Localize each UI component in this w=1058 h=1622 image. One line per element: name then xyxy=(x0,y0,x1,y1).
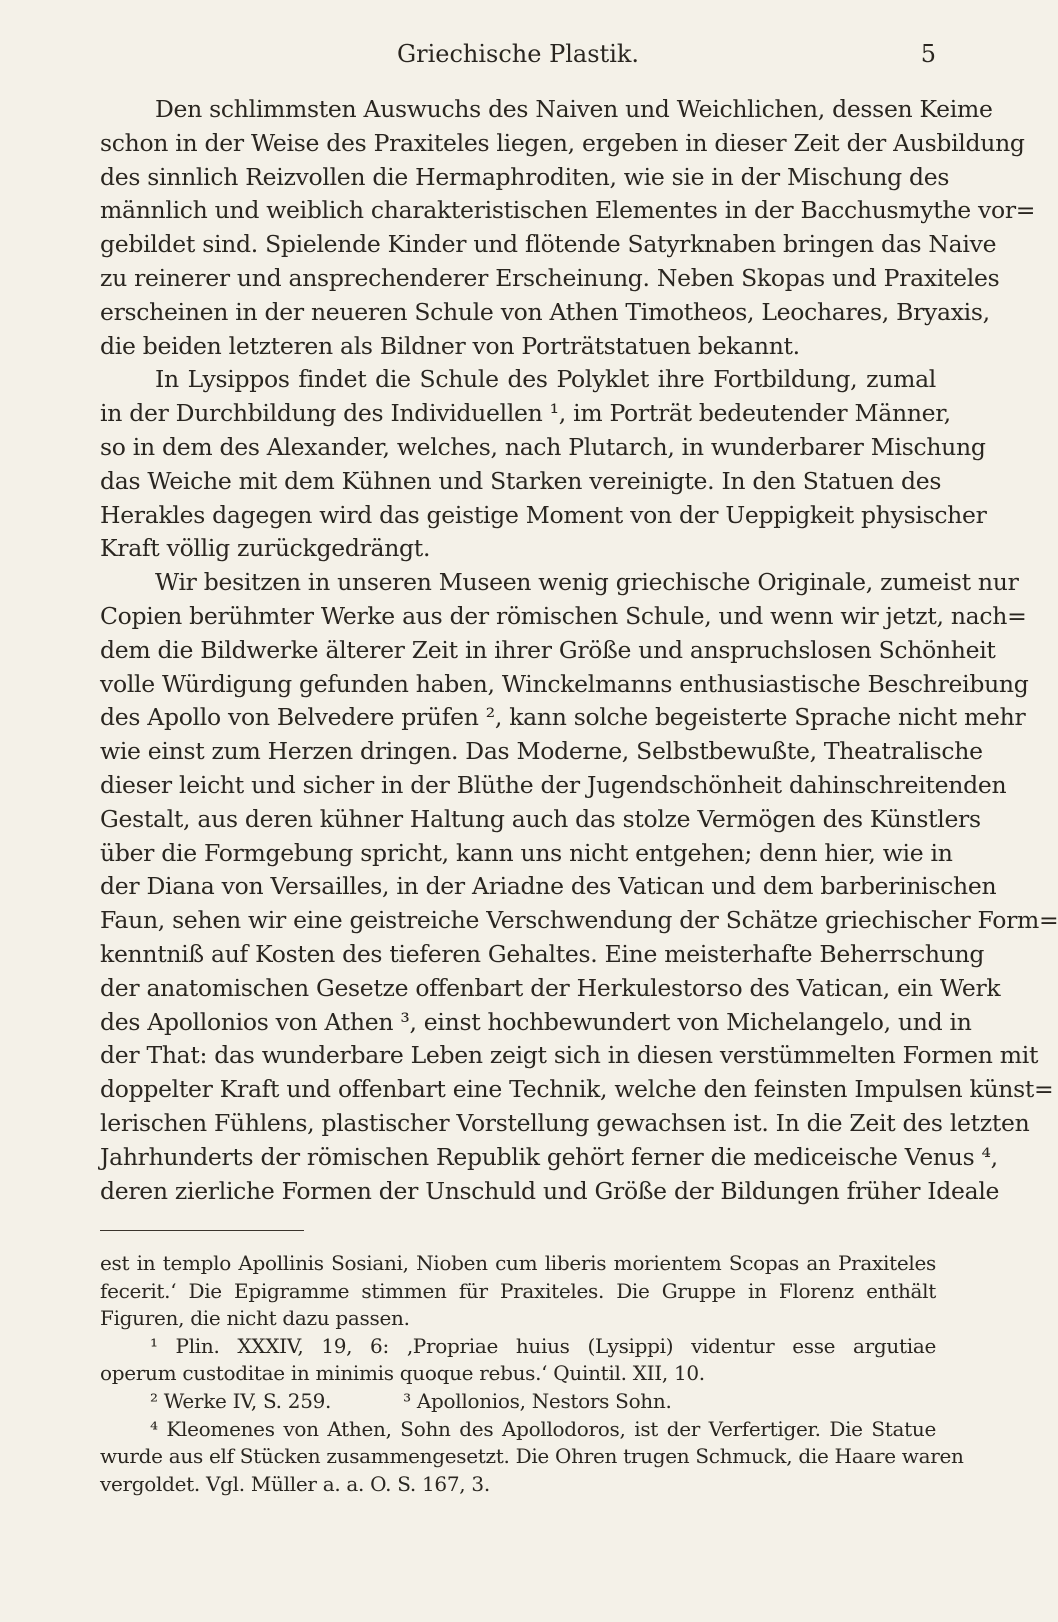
footnote-line-2-3 xyxy=(100,1388,936,1416)
footnote-line: est in templo Apollinis Sosiani, Nioben cum liberis morientem Scopas an Praxiteles xyxy=(100,1251,936,1275)
text-line: Wir besitzen in unseren Museen wenig griechische Originale, zumeist nur xyxy=(155,568,1019,597)
text-line: so in dem des Alexander, welches, nach Plutarch, in wunderbarer Mischung xyxy=(100,432,986,461)
text-line: der That: das wunderbare Leben zeigt sich in diesen verstümmelten Formen mit xyxy=(100,1041,1039,1070)
page-number: 5 xyxy=(920,40,936,68)
footnote-line: Figuren, die nicht dazu passen. xyxy=(100,1306,410,1331)
text-line: in der Durchbildung des Individuellen ¹, im Porträt bedeutender Männer, xyxy=(100,399,951,428)
text-line: doppelter Kraft und offenbart eine Technik, welche den feinsten Impulsen künst= xyxy=(100,1075,1054,1104)
footnotes xyxy=(100,1250,964,1498)
text-line: dieser leicht und sicher in der Blüthe der Jugendschönheit dahinschreitenden xyxy=(100,770,1007,799)
text-line: Kraft völlig zurückgedrängt. xyxy=(100,534,431,563)
text-line: dem die Bildwerke älterer Zeit in ihrer Größe und anspruchslosen Schönheit xyxy=(100,635,996,664)
text-line: deren zierliche Formen der Unschuld und Größe der Bildungen früher Ideale xyxy=(100,1176,1000,1205)
text-line: wie einst zum Herzen dringen. Das Moderne, Selbstbewußte, Theatralische xyxy=(100,737,983,766)
text-line: Herakles dagegen wird das geistige Moment von der Ueppigkeit physischer xyxy=(100,500,987,529)
footnote-rule xyxy=(100,1230,304,1231)
footnote-2: ² Werke IV, S. 259. xyxy=(150,1388,332,1413)
footnote-line: vergoldet. Vgl. Müller a. a. O. S. 167, 3. xyxy=(100,1471,490,1496)
running-header xyxy=(100,40,936,80)
text-line: zu reinerer und ansprechenderer Erscheinung. Neben Skopas und Praxiteles xyxy=(100,263,1000,292)
main-text xyxy=(100,93,1058,1208)
text-line: das Weiche mit dem Kühnen und Starken vereinigte. In den Statuen des xyxy=(100,466,942,495)
text-line: Den schlimmsten Auswuchs des Naiven und Weichlichen, dessen Keime xyxy=(155,95,993,123)
text-line: gebildet sind. Spielende Kinder und flötende Satyrknaben bringen das Naive xyxy=(100,230,997,259)
text-line: Gestalt, aus deren kühner Haltung auch das stolze Vermögen des Künstlers xyxy=(100,804,981,833)
running-title: Griechische Plastik. xyxy=(396,40,640,68)
text-line: Copien berühmter Werke aus der römischen Schule, und wenn wir jetzt, nach= xyxy=(100,601,1027,630)
text-line: schon in der Weise des Praxiteles liegen, ergeben in dieser Zeit der Ausbildung xyxy=(100,128,1025,157)
text-line: der Diana von Versailles, in der Ariadne des Vatican und dem barberinischen xyxy=(100,872,997,901)
text-line: die beiden letzteren als Bildner von Porträtstatuen bekannt. xyxy=(100,331,800,360)
text-line: männlich und weiblich charakteristischen Elementes in der Bacchusmythe vor= xyxy=(100,196,1036,225)
text-line: erscheinen in der neueren Schule von Athen Timotheos, Leochares, Bryaxis, xyxy=(100,297,990,326)
text-line: Jahrhunderts der römischen Republik gehört ferner die mediceische Venus ⁴, xyxy=(100,1142,998,1171)
footnote-line: wurde aus elf Stücken zusammengesetzt. Die Ohren trugen Schmuck, die Haare waren xyxy=(100,1444,964,1469)
text-line: des sinnlich Reizvollen die Hermaphroditen, wie sie in der Mischung des xyxy=(100,162,950,191)
text-line: kenntniß auf Kosten des tieferen Gehaltes. Eine meisterhafte Beherrschung xyxy=(100,939,985,968)
footnote-line: fecerit.‘ Die Epigramme stimmen für Praxiteles. Die Gruppe in Florenz enthält xyxy=(100,1278,936,1303)
text-line: des Apollo von Belvedere prüfen ², kann solche begeisterte Sprache nicht mehr xyxy=(100,703,1026,732)
text-line: des Apollonios von Athen ³, einst hochbewundert von Michelangelo, und in xyxy=(100,1007,972,1036)
text-line: In Lysippos findet die Schule des Polyklet ihre Fortbildung, zumal xyxy=(155,365,936,394)
text-line: lerischen Fühlens, plastischer Vorstellung gewachsen ist. In die Zeit des letzten xyxy=(100,1108,1030,1137)
text-line: volle Würdigung gefunden haben, Winckelmanns enthusiastische Beschreibung xyxy=(100,669,1029,698)
text-line: Faun, sehen wir eine geistreiche Verschwendung der Schätze griechischer Form= xyxy=(100,906,1058,935)
footnote-line: ¹ Plin. XXXIV, 19, 6: ‚Propriae huius (Lysippi) videntur esse argutiae xyxy=(150,1333,936,1358)
text-line: der anatomischen Gesetze offenbart der Herkulestorso des Vatican, ein Werk xyxy=(100,973,1001,1002)
footnote-3: ³ Apollonios, Nestors Sohn. xyxy=(403,1388,672,1413)
text-line: über die Formgebung spricht, kann uns nicht entgehen; denn hier, wie in xyxy=(100,838,953,867)
footnote-line: operum custoditae in minimis quoque rebus.‘ Quintil. XII, 10. xyxy=(100,1361,705,1386)
footnote-line: ⁴ Kleomenes von Athen, Sohn des Apollodoros, ist der Verfertiger. Die Statue xyxy=(150,1416,936,1441)
